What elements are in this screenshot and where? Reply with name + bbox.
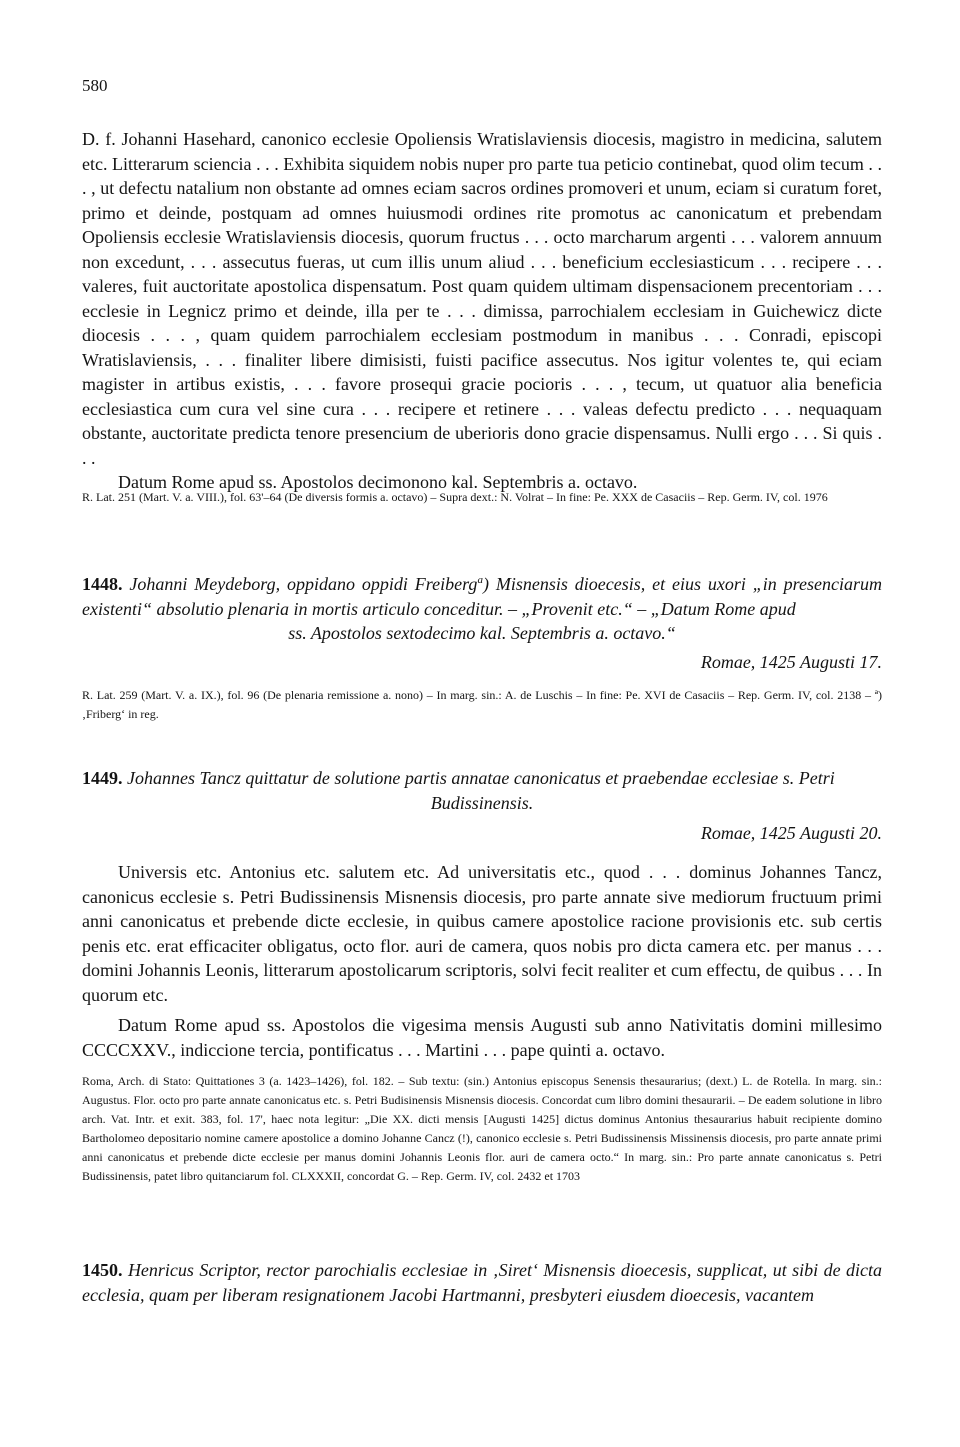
rubric-1450 <box>82 1258 882 1307</box>
rubric-text-rest: ) Misnensis dioecesis, et eius uxori „in presenciarum existenti“ absolutio plenaria in mortis articulo conceditur. – „Provenit etc.“ – „Datum Rome apud <box>82 574 882 619</box>
archival-note: Roma, Arch. di Stato: Quittationes 3 (a. 1423–1426), fol. 182. – Sub textu: (sin.) Antonius episcopus Senensis thesaurarius; (dext.) L. de Rotella. In marg. sin.: Augustus. Flor. octo pro parte annate canonicatus etc. s. Petri Budisinensis Misnensis diocesis. Concordat cum libro domini thesaurarii. – De eadem solutione in libro arch. Vat. Intr. et exit. 383, fol. 17', haec nota legitur: „Die XX. dicti mensis [Augusti 1425] dictus dominus Antonius thesaurarius habuit recipiente domino Bartholomeo depositario nomine camere apostolice a domino Johanne Cancz (!), canonico ecclesie s. Petri Budissinensis Missinensis diocesis, pro parte annate primi anni canonicatus et prebende dicte ecclesie per manus domini Johannis Leonis flor. auri de camera octo.“ In marg. sin.: Pro parte annate canonicatus s. Petri Budissinensis, patet libro quitanciarum fol. CLXXXII, concordat G. – Rep. Germ. IV, col. 2432 et 1703 <box>82 1074 882 1183</box>
document-1448 <box>82 568 882 674</box>
document-1449-body <box>82 860 882 1062</box>
doc-number: 1450. <box>82 1260 123 1280</box>
rubric-1449 <box>82 766 882 791</box>
page-number: 580 <box>82 76 108 95</box>
archival-note: R. Lat. 251 (Mart. V. a. VIII.), fol. 63'–64 (De diversis formis a. octavo) – Supra dext.: N. Volrat – In fine: Pe. XXX de Casaciis – Rep. Germ. IV, col. 1976 <box>82 490 828 504</box>
note-1449 <box>82 1072 882 1186</box>
rubric-last-line: ss. Apostolos sextodecimo kal. Septembris a. octavo.“ <box>288 623 676 643</box>
rubric-text: Johanni Meydeborg, oppidano oppidi Freiberg <box>129 574 478 594</box>
document-prev <box>82 127 882 495</box>
rubric-text: Johannes Tancz quittatur de solutione partis annatae canonicatus et praebendae ecclesiae s. Petri <box>127 768 835 788</box>
footnote-mark: a <box>477 574 483 586</box>
document-text: D. f. Johanni Hasehard, canonico ecclesie Opoliensis Wratislaviensis diocesis, magistro in medicina, salutem etc. Litterarum sciencia . . . Exhibita siquidem nobis nuper pro parte tua peticio continebat, quod olim tecum . . . , ut defectu natalium non obstante ad omnes eciam sacros ordines promoveri et unum, eciam si curatum foret, primo et deinde, postquam ad omnes huiusmodi ordines rite promotus ac canonicatum et prebendam Opoliensis ecclesie Wratislaviensis diocesis, quorum fructus . . . octo marcharum argenti . . . valorem annuum non excedunt, . . . assecutus fueras, ut cum illis unum aliud . . . beneficium ecclesiasticum . . . recipere . . . valeres, fuit auctoritate apostolica dispensatum. Post quam quidem ultimam dispensacionem precentoriam . . . ecclesie in Legnicz primo et deinde, illa per te . . . dimissa, parrochialem ecclesiam in Guichewicz dicte diocesis . . . , quam quidem parrochialem ecclesiam postmodum in manibus . . . Conradi, episcopi Wratislaviensis, . . . finaliter libere dimisisti, fuisti pacifice assecutus. Nos igitur volentes te, qui eciam magister in artibus existis, . . . favore prosequi gracie pocioris . . . , tecum, ut quatuor alia beneficia ecclesiastica cum cura vel sine cura . . . recipere et retinere . . . valeas defectu predicto . . . nequaquam obstante, auctoritate predicta tenore presencium de uberioris dono gracie dispensamus. Nulli ergo . . . Si quis . . . <box>82 129 882 468</box>
document-1449 <box>82 766 882 845</box>
doc-number: 1448. <box>82 574 123 594</box>
rubric-1448 <box>82 568 882 621</box>
rubric-text: Henricus Scriptor, rector parochialis ecclesiae in ‚Siret‘ Misnensis dioecesis, supplicat, ut sibi de dicta ecclesia, quam per liberam resignationem Jacobi Hartmanni, presbyteri eiusdem dioecesis, vacantem <box>82 1260 882 1305</box>
document-date: Romae, 1425 Augusti 17. <box>700 651 882 672</box>
datum-line: Datum Rome apud ss. Apostolos die vigesima mensis Augusti sub anno Nativitatis domini millesimo CCCCXXV., indiccione tercia, pontificatus . . . Martini . . . pape quinti a. octavo. <box>82 1015 882 1060</box>
rubric-last-line: Budissinensis. <box>430 792 534 813</box>
archival-note: R. Lat. 259 (Mart. V. a. IX.), fol. 96 (De plenaria remissione a. nono) – In marg. sin.: A. de Luschis – In fine: Pe. XVI de Casaciis – Rep. Germ. IV, col. 2138 – ª) ‚Friberg‘ in reg. <box>82 688 882 721</box>
doc-number: 1449. <box>82 768 123 788</box>
document-1450 <box>82 1258 882 1307</box>
document-text: Universis etc. Antonius etc. salutem etc. Ad universitatis etc., quod . . . dominus Johannes Tancz, canonicus ecclesie s. Petri Budissinensis Misnensis diocesis, pro parte annate sive mediorum fructuum primi anni canonicatus et prebende dicte ecclesie, in quibus camere apostolice racione provisionis etc. sub certis penis etc. erat efficaciter obligatus, octo flor. auri de camera, quos nobis pro dicta camera etc. per manus . . . domini Johannis Leonis, litterarum apostolicarum scriptoris, solvi fecit realiter et cum effectu, de quibus . . . In quorum etc. <box>82 862 882 1005</box>
document-date: Romae, 1425 Augusti 20. <box>700 823 882 843</box>
datum-line: Datum Rome apud ss. Apostolos decimonono kal. Septembris a. octavo. <box>118 472 638 492</box>
note-1448 <box>82 686 882 724</box>
note-prev <box>82 488 882 507</box>
